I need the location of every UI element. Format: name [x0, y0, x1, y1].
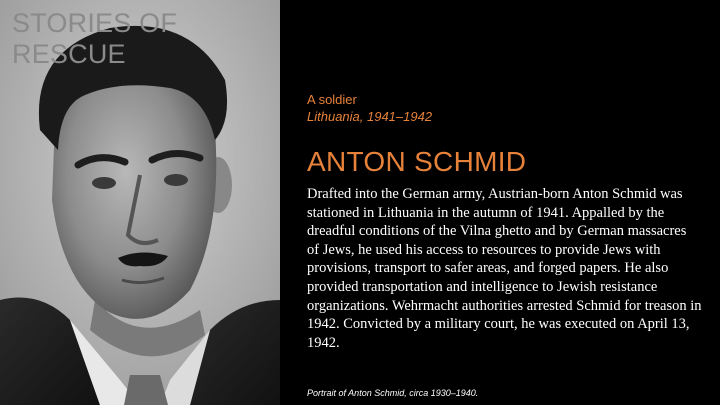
subtitle-role: A soldier — [307, 92, 357, 107]
subtitle-place: Lithuania, 1941–1942 — [307, 109, 433, 124]
person-name: ANTON SCHMID — [307, 146, 527, 177]
section-title: STORIES OF RESCUE — [12, 8, 178, 69]
photo-caption: Portrait of Anton Schmid, circa 1930–1940. — [307, 388, 479, 398]
subtitle — [307, 91, 432, 125]
biography-text: Drafted into the German army, Austrian-born Anton Schmid was stationed in Lithuania in the autumn of 1941. Appalled by the dreadful conditions of the Vilna ghetto and by German massacres of Jews, he used his access to resources to provide Jews with provisions, transport to safer areas, and forged papers. He also provided transportation and intelligence to Jewish resistance organizations. Wehrmacht authorities arrested Schmid for treason in 1942. Convicted by a military court, he was executed on April 13, 1942. — [307, 186, 702, 351]
